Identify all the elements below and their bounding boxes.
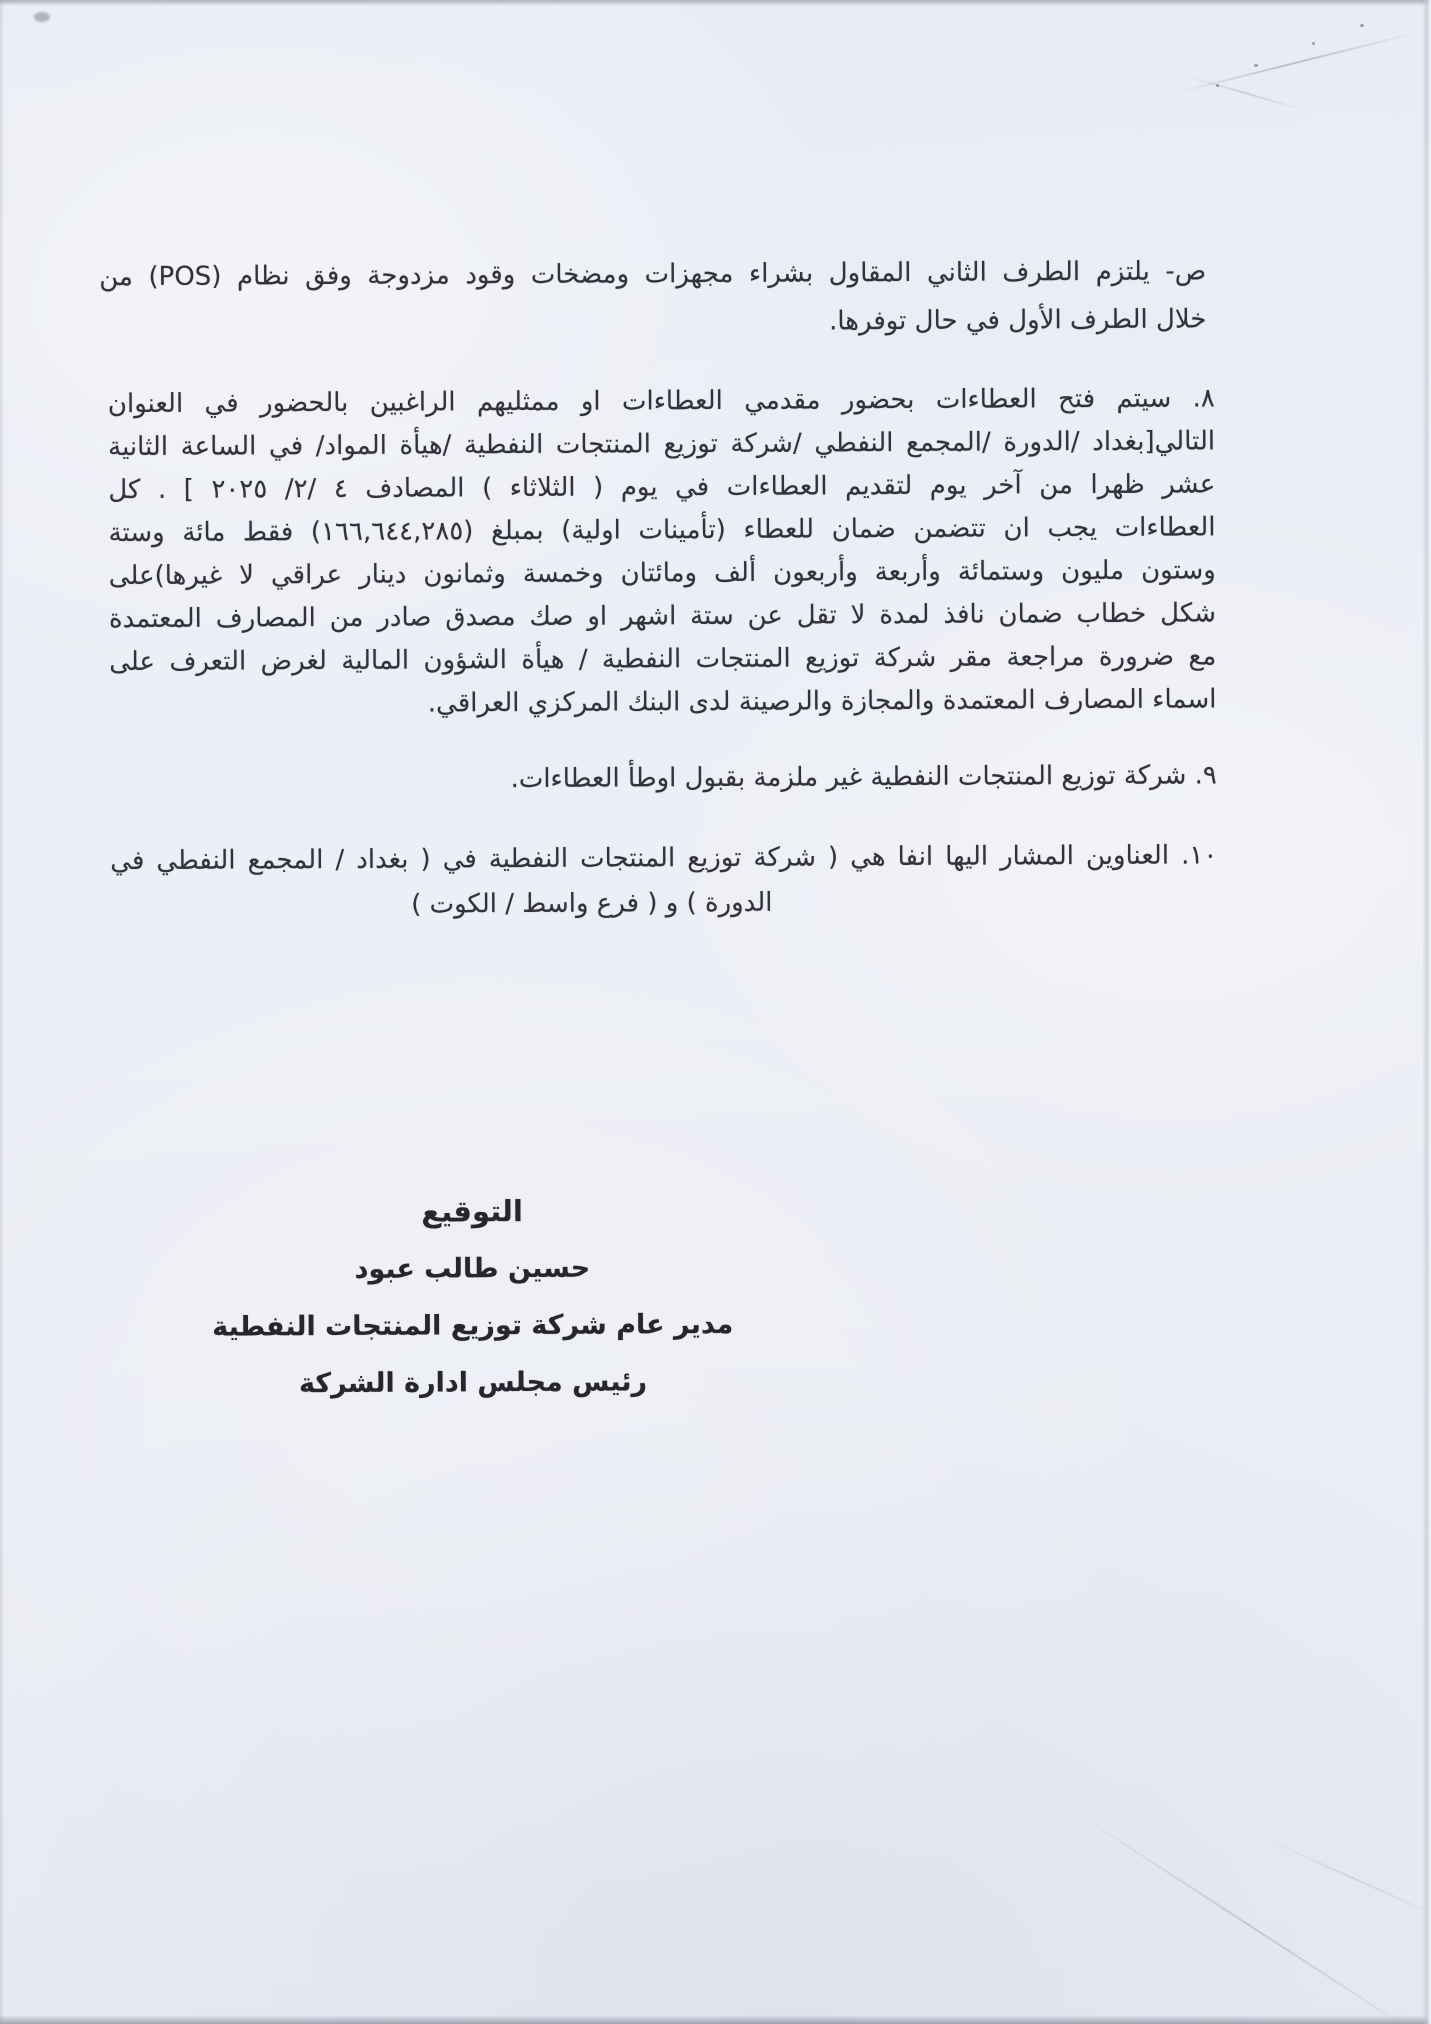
signature-block <box>157 1182 788 1413</box>
clause-pos-paragraph <box>99 247 1206 349</box>
paragraph-line: وستون مليون وستمائة وأربعة وأربعون ألف ومائتان وخمسة وثمانون دينار عراقي لا غيرها)على <box>108 555 1216 592</box>
tender-opening-item-8 <box>108 377 1217 727</box>
lowest-bid-item-9 <box>110 754 1217 803</box>
paragraph-line: اسماء المصارف المعتمدة والمجازة والرصينة لدى البنك المركزي العراقي. <box>427 684 1217 719</box>
paragraph-line: العطاءات يجب ان تتضمن ضمان للعطاء (تأمينات اولية) بمبلغ (١٦٦,٦٤٤,٢٨٥) فقط مائة وستة <box>108 512 1216 549</box>
paragraph-line: ٩. شركة توزيع المنتجات النفطية غير ملزمة بقبول اوطأ العطاءات. <box>510 760 1217 795</box>
paragraph-line: ص- يلتزم الطرف الثاني المقاول بشراء مجهزات ومضخات وقود مزدوجة وفق نظام (POS) من <box>99 256 1207 293</box>
paragraph-line: ١٠. العناوين المشار اليها انفا هي ( شركة توزيع المنتجات النفطية في ( بغداد / المجمع النفطي في <box>110 840 1218 877</box>
signatory-title-general-manager: مدير عام شركة توزيع المنتجات النفطية <box>212 1308 734 1343</box>
paragraph-line: ٨. سيتم فتح العطاءات بحضور مقدمي العطاءات او ممثليهم الراغبين بالحضور في العنوان <box>107 383 1215 420</box>
paragraph-line: التالي[بغداد /الدورة /المجمع النفطي /شركة توزيع المنتجات النفطية /هيأة المواد/ في الساعة الثانية <box>108 426 1216 463</box>
addresses-item-10 <box>110 833 1217 929</box>
paragraph-line: مع ضرورة مراجعة مقر شركة توزيع المنتجات النفطية / هيأة الشؤون المالية لغرض التعرف على <box>109 641 1217 678</box>
signatory-title-board-chairman: رئيس مجلس ادارة الشركة <box>298 1366 648 1400</box>
signature-heading: التوقيع <box>421 1194 523 1229</box>
signatory-name: حسين طالب عبود <box>354 1252 591 1285</box>
paragraph-line: الدورة ) و ( فرع واسط / الكوت ) <box>411 887 773 920</box>
paragraph-line: شكل خطاب ضمان نافذ لمدة لا تقل عن ستة اشهر او صك مصدق صادر من المصارف المعتمدة <box>108 598 1217 635</box>
paragraph-line: عشر ظهرا من آخر يوم لتقديم العطاءات في يوم ( الثلاثاء ) المصادف ٤ /٢/ ٢٠٢٥ ] . كل <box>108 469 1216 506</box>
paragraph-line: خلال الطرف الأول في حال توفرها. <box>828 304 1207 337</box>
